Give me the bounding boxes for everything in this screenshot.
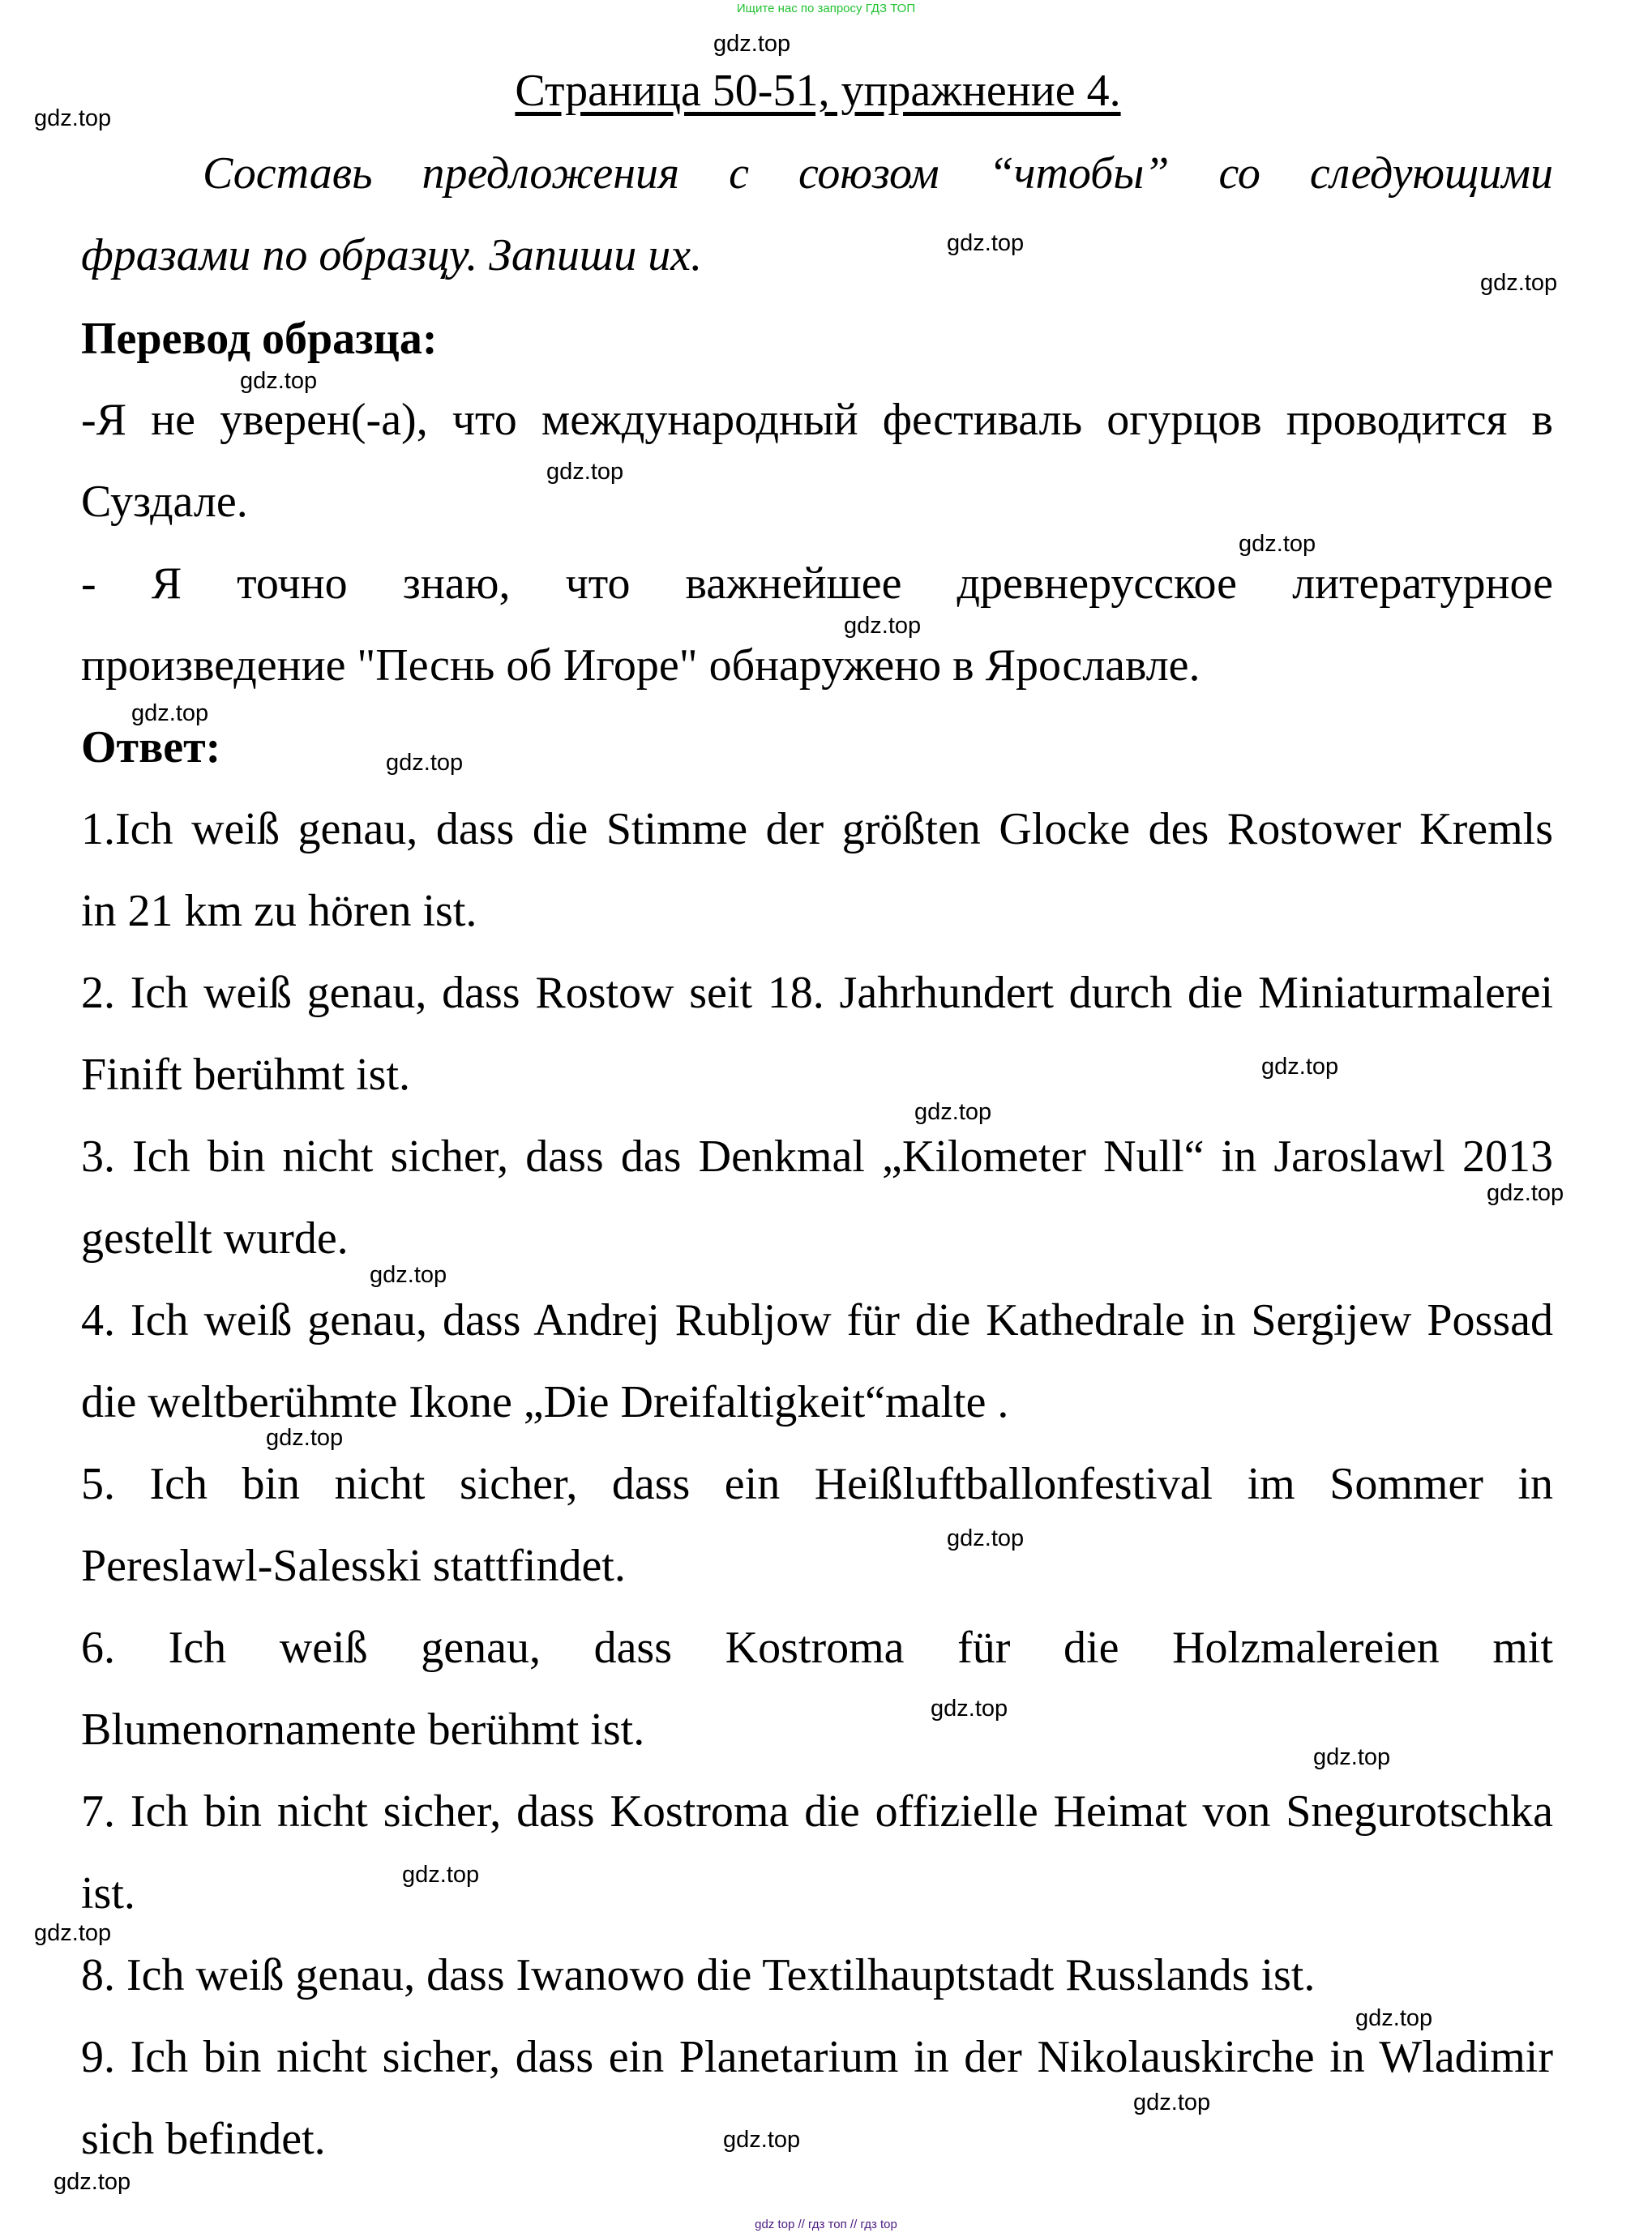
watermark: gdz.top	[713, 31, 791, 57]
sample-text: - Я точно знаю, что важнейшее древнерусское литературное	[81, 558, 1553, 609]
watermark: gdz.top	[1133, 2090, 1211, 2115]
search-banner[interactable]: Ищите нас по запросу ГДЗ ТОП	[736, 2, 916, 15]
sample-line: произведение "Песнь об Игоре" обнаружено в Ярославле.	[81, 640, 1200, 691]
answer-line: sich befindet.	[81, 2114, 326, 2164]
watermark: gdz.top	[1261, 1054, 1339, 1080]
answer-text: 5. Ich bin nicht sicher, dass ein Heißluftballonfestival im Sommer in	[81, 1459, 1553, 1509]
watermark: gdz.top	[1487, 1180, 1564, 1206]
answer-line: 8. Ich weiß genau, dass Iwanowo die Textilhauptstadt Russlands ist.	[81, 1950, 1316, 2000]
watermark: gdz.top	[402, 1862, 480, 1888]
page-title: Страница 50-51, упражнение 4.	[515, 66, 1121, 116]
answer-line: in 21 km zu hören ist.	[81, 886, 477, 936]
answer-text: 2. Ich weiß genau, dass Rostow seit 18. Jahrhundert durch die Miniaturmalerei	[81, 968, 1553, 1018]
watermark: gdz.top	[723, 2127, 801, 2153]
answer-line	[81, 1786, 1553, 1837]
sample-line	[81, 558, 1553, 609]
sample-text: -Я не уверен(-а), что международный фестиваль огурцов проводится в	[81, 395, 1553, 445]
watermark: gdz.top	[53, 2169, 131, 2195]
answer-line: Pereslawl-Salesski stattfindet.	[81, 1541, 626, 1591]
watermark: gdz.top	[844, 613, 922, 639]
task-line-2: фразами по образцу. Запиши их.	[81, 230, 703, 280]
watermark: gdz.top	[546, 459, 624, 485]
answer-text: 6. Ich weiß genau, dass Kostroma für die Holzmalereien mit	[81, 1623, 1553, 1673]
answer-line	[81, 2034, 1553, 2080]
answer-text: 4. Ich weiß genau, dass Andrej Rubljow für die Kathedrale in Sergijew Possad	[81, 1295, 1553, 1345]
watermark: gdz.top	[34, 105, 112, 131]
answer-line: gestellt wurde.	[81, 1213, 349, 1264]
answer-text: 7. Ich bin nicht sicher, dass Kostroma die offizielle Heimat von Snegurotschka	[81, 1786, 1553, 1837]
answer-line	[81, 1461, 1553, 1507]
watermark: gdz.top	[266, 1425, 344, 1451]
answer-heading: Ответ:	[81, 722, 221, 772]
footer-links[interactable]: gdz top // гдз топ // гдз top	[755, 2218, 897, 2231]
watermark: gdz.top	[34, 1920, 112, 1946]
answer-text: 9. Ich bin nicht sicher, dass ein Planetarium in der Nikolauskirche in Wladimir	[81, 2032, 1553, 2082]
watermark: gdz.top	[931, 1696, 1008, 1722]
answer-line: die weltberühmte Ikone „Die Dreifaltigkeit“malte .	[81, 1377, 1009, 1427]
answer-line: ist.	[81, 1868, 135, 1919]
task-text: Составь предложения с союзом “чтобы” со следующими	[203, 148, 1553, 199]
task-line-1	[203, 148, 1553, 199]
sample-line: Суздале.	[81, 477, 248, 527]
answer-line	[81, 970, 1553, 1016]
watermark: gdz.top	[240, 368, 318, 394]
watermark: gdz.top	[1355, 2005, 1433, 2031]
answer-text: 1.Ich weiß genau, dass die Stimme der größten Glocke des Rostower Kremls	[81, 804, 1553, 854]
answer-line	[81, 806, 1553, 852]
watermark: gdz.top	[947, 230, 1025, 256]
watermark: gdz.top	[914, 1099, 992, 1125]
answer-line	[81, 1295, 1553, 1345]
answer-line	[81, 1623, 1553, 1673]
answer-text: 3. Ich bin nicht sicher, dass das Denkmal „Kilometer Null“ in Jaroslawl 2013	[81, 1131, 1553, 1182]
watermark: gdz.top	[386, 750, 464, 776]
watermark: gdz.top	[947, 1525, 1025, 1551]
answer-line	[81, 1131, 1553, 1182]
watermark: gdz.top	[370, 1262, 447, 1288]
sample-heading: Перевод образца:	[81, 314, 438, 364]
answer-line: Blumenornamente berühmt ist.	[81, 1705, 645, 1755]
watermark: gdz.top	[1313, 1744, 1391, 1770]
watermark: gdz.top	[1480, 270, 1558, 296]
sample-line	[81, 397, 1553, 443]
watermark: gdz.top	[131, 700, 209, 726]
watermark: gdz.top	[1239, 531, 1316, 557]
answer-line: Finift berühmt ist.	[81, 1050, 410, 1100]
